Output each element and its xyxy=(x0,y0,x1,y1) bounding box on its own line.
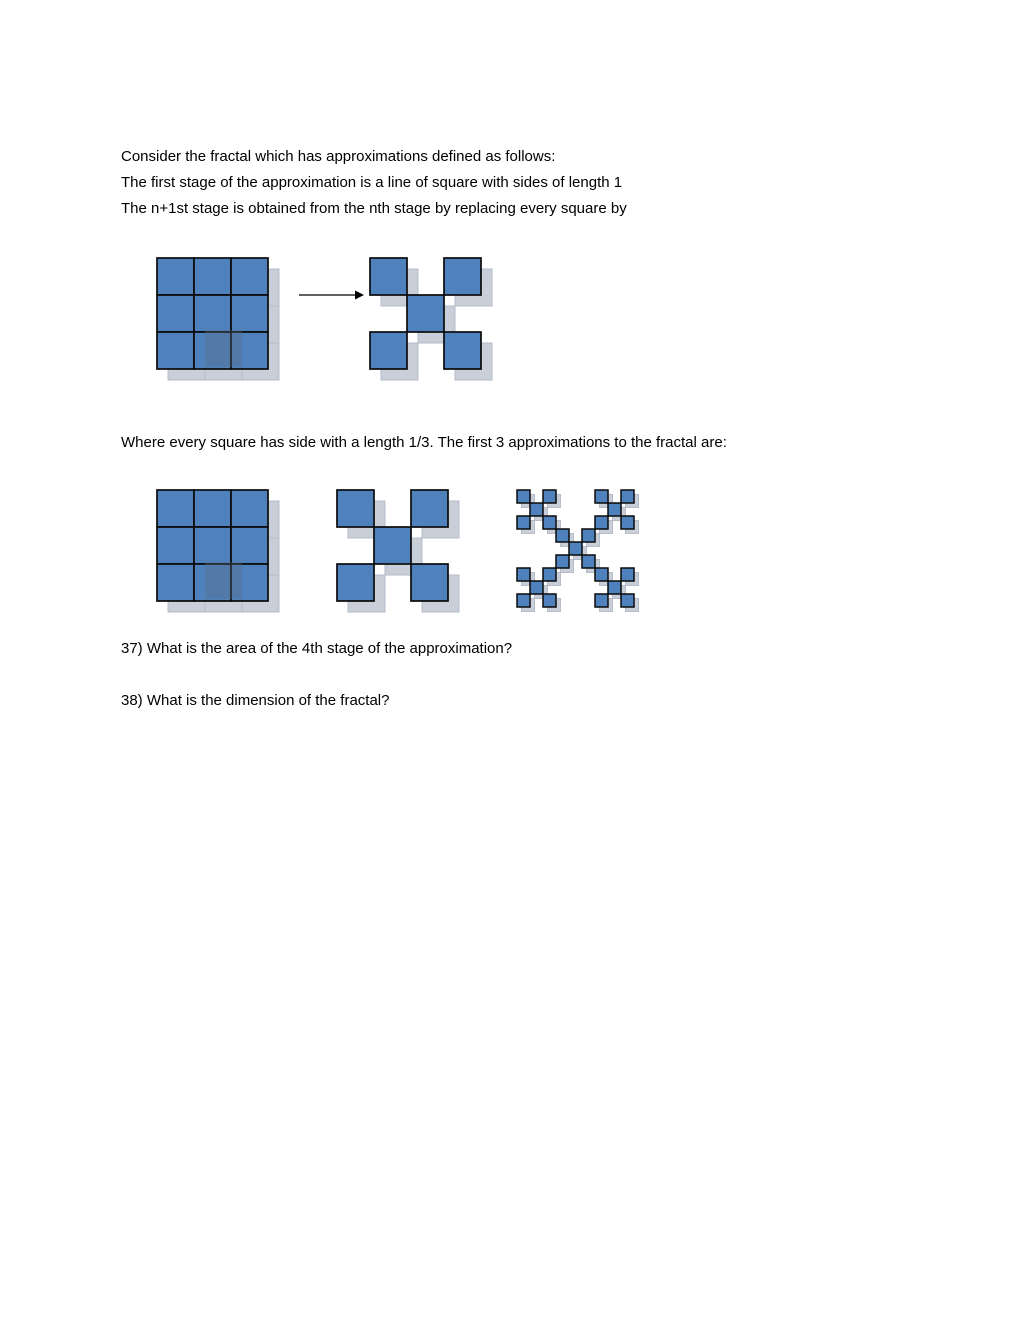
intro-paragraph xyxy=(121,144,627,222)
figure-stage-1 xyxy=(157,490,283,616)
middle-text: Where every square has side with a length 1/3. The first 3 approximations to the fractal are: xyxy=(121,434,727,451)
intro-line-3: The n+1st stage is obtained from the nth stage by replacing every square by xyxy=(121,200,627,217)
stage2-graphic xyxy=(337,490,463,616)
intro-line-1: Consider the fractal which has approximations defined as follows: xyxy=(121,148,556,165)
fractal-grid-graphic xyxy=(157,258,283,384)
intro-line-2: The first stage of the approximation is a line of square with sides of length 1 xyxy=(121,174,623,191)
figure-rule-before xyxy=(157,258,283,384)
figure-rule-after xyxy=(370,258,496,384)
stage3-graphic xyxy=(517,490,641,614)
right-arrow-icon xyxy=(298,288,366,302)
figure-stage-3 xyxy=(517,490,641,614)
question-38: 38) What is the dimension of the fractal? xyxy=(121,692,390,709)
fractal-x-graphic xyxy=(370,258,496,384)
arrow-head xyxy=(355,291,364,300)
stage1-graphic xyxy=(157,490,283,616)
figure-stage-2 xyxy=(337,490,463,616)
right-arrow-graphic xyxy=(298,288,366,302)
question-37: 37) What is the area of the 4th stage of the approximation? xyxy=(121,640,513,657)
